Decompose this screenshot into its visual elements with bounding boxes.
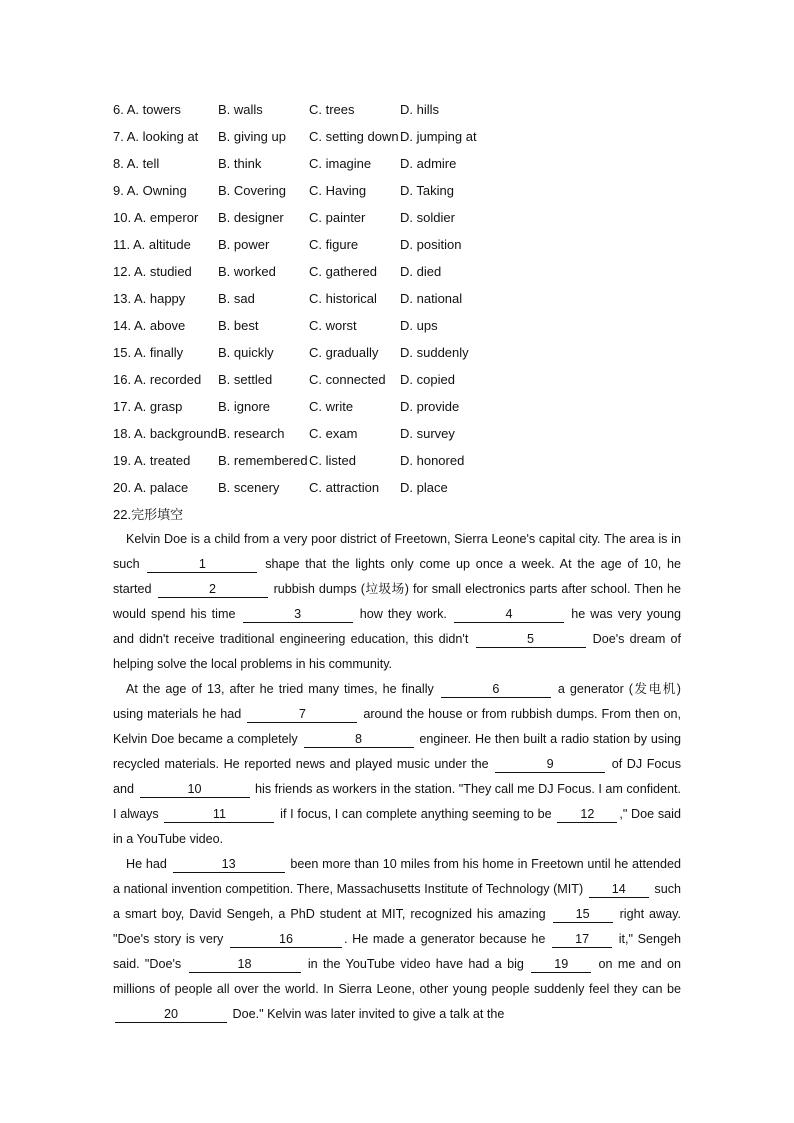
option-a: 16. A. recorded [113, 372, 202, 387]
option-c: C. figure [309, 237, 359, 252]
passage-text: ," Doe said in a YouTube video. [113, 807, 681, 846]
option-c: C. Having [309, 183, 367, 198]
option-a: 13. A. happy [113, 291, 186, 306]
option-a: 8. A. tell [113, 156, 160, 171]
option-c: C. attraction [309, 480, 380, 495]
passage-text: rubbish dumps (垃圾场) for small electronics parts after school. Then he would spend his time [113, 582, 682, 621]
blank-17[interactable]: 17 [552, 932, 612, 948]
option-b: B. giving up [218, 129, 286, 144]
blank-1[interactable]: 1 [147, 557, 257, 573]
option-b: B. quickly [218, 345, 274, 360]
option-a: 12. A. studied [113, 264, 192, 279]
passage-text: how they work. [359, 607, 447, 621]
option-b: B. Covering [218, 183, 286, 198]
option-c: C. connected [309, 372, 386, 387]
option-a: 17. A. grasp [113, 399, 183, 414]
option-d: D. jumping at [400, 129, 477, 144]
option-row-9 [113, 181, 713, 208]
passage-text: right away. "Doe's story is very [113, 907, 682, 946]
option-d: D. survey [400, 426, 455, 441]
blank-19[interactable]: 19 [531, 957, 591, 973]
option-c: C. exam [309, 426, 358, 441]
blank-11[interactable]: 11 [164, 807, 274, 823]
option-d: D. ups [400, 318, 438, 333]
passage-text: At the age of 13, after he tried many times, he finally [126, 682, 434, 696]
option-b: B. walls [218, 102, 263, 117]
blank-4[interactable]: 4 [454, 607, 564, 623]
option-d: D. national [400, 291, 463, 306]
passage-text: around the house or from rubbish dumps. From then on, Kelvin Doe became a completely [113, 707, 682, 746]
option-b: B. power [218, 237, 270, 252]
option-b: B. designer [218, 210, 284, 225]
option-b: B. worked [218, 264, 276, 279]
option-a: 9. A. Owning [113, 183, 187, 198]
blank-2[interactable]: 2 [158, 582, 268, 598]
option-row-7 [113, 127, 713, 154]
passage-text: in the YouTube video have had a big [307, 957, 524, 971]
option-a: 6. A. towers [113, 102, 181, 117]
blank-10[interactable]: 10 [140, 782, 250, 798]
blank-3[interactable]: 3 [243, 607, 353, 623]
blank-8[interactable]: 8 [304, 732, 414, 748]
blank-14[interactable]: 14 [589, 882, 649, 898]
option-b: B. think [218, 156, 262, 171]
option-b: B. research [218, 426, 285, 441]
option-row-17 [113, 397, 713, 424]
blank-9[interactable]: 9 [495, 757, 605, 773]
option-d: D. hills [400, 102, 440, 117]
cloze-passage [113, 527, 681, 1027]
option-d: D. died [400, 264, 442, 279]
option-b: B. remembered [218, 453, 308, 468]
option-row-15 [113, 343, 713, 370]
option-row-10 [113, 208, 713, 235]
passage-text: Doe's dream of helping solve the local problems in his community. [113, 632, 682, 671]
option-row-20 [113, 478, 713, 505]
option-row-12 [113, 262, 713, 289]
option-row-18 [113, 424, 713, 451]
option-c: C. worst [309, 318, 357, 333]
option-a: 7. A. looking at [113, 129, 199, 144]
option-c: C. gradually [309, 345, 379, 360]
paragraph-1 [113, 527, 681, 677]
option-row-11 [113, 235, 713, 262]
blank-18[interactable]: 18 [189, 957, 301, 973]
paragraph-2 [113, 677, 681, 852]
option-d: D. place [400, 480, 448, 495]
blank-13[interactable]: 13 [173, 857, 285, 873]
passage-text: it," Sengeh said. "Doe's [113, 932, 682, 971]
option-c: C. trees [309, 102, 355, 117]
passage-text: Doe." Kelvin was later invited to give a talk at the [232, 1007, 505, 1021]
passage-text: he was very young and didn't receive traditional engineering education, this didn't [113, 607, 682, 646]
option-d: D. suddenly [400, 345, 469, 360]
option-c: C. listed [309, 453, 356, 468]
options-list [113, 100, 713, 505]
passage-text: of DJ Focus and [113, 757, 682, 796]
blank-6[interactable]: 6 [441, 682, 551, 698]
blank-5[interactable]: 5 [476, 632, 586, 648]
option-b: B. scenery [218, 480, 280, 495]
paragraph-3 [113, 852, 681, 1027]
option-a: 20. A. palace [113, 480, 189, 495]
option-a: 19. A. treated [113, 453, 191, 468]
passage-text: been more than 10 miles from his home in Freetown until he attended a national invention competition. There, Massachusetts Institute of Technology (MIT) [113, 857, 682, 896]
option-c: C. historical [309, 291, 377, 306]
passage-text: if I focus, I can complete anything seeming to be [280, 807, 552, 821]
option-row-13 [113, 289, 713, 316]
option-d: D. honored [400, 453, 465, 468]
option-b: B. settled [218, 372, 273, 387]
option-d: D. Taking [400, 183, 454, 198]
option-a: 18. A. background [113, 426, 218, 441]
passage-text: a generator (发电机) using materials he had [113, 682, 682, 721]
option-d: D. provide [400, 399, 460, 414]
option-row-19 [113, 451, 713, 478]
option-c: C. imagine [309, 156, 372, 171]
option-a: 15. A. finally [113, 345, 184, 360]
option-row-14 [113, 316, 713, 343]
option-d: D. position [400, 237, 462, 252]
passage-text: Kelvin Doe is a child from a very poor district of Freetown, Sierra Leone's capital city. The area is in such [113, 532, 681, 571]
option-d: D. soldier [400, 210, 455, 225]
blank-12[interactable]: 12 [557, 807, 617, 823]
option-d: D. admire [400, 156, 457, 171]
blank-7[interactable]: 7 [247, 707, 357, 723]
option-c: C. write [309, 399, 354, 414]
option-b: B. sad [218, 291, 255, 306]
passage-text: engineer. He then built a radio station by using recycled materials. He reported news and played music under the [113, 732, 682, 771]
blank-20[interactable]: 20 [115, 1007, 227, 1023]
passage-text: his friends as workers in the station. "They call me DJ Focus. I am confident. I always [113, 782, 682, 821]
blank-16[interactable]: 16 [230, 932, 342, 948]
blank-15[interactable]: 15 [553, 907, 613, 923]
option-b: B. ignore [218, 399, 271, 414]
option-a: 10. A. emperor [113, 210, 199, 225]
option-b: B. best [218, 318, 259, 333]
option-c: C. setting down [309, 129, 399, 144]
option-row-6 [113, 100, 713, 127]
option-a: 14. A. above [113, 318, 186, 333]
passage-text: on me and on millions of people all over the world. In Sierra Leone, other young people suddenly feel they can be [113, 957, 682, 996]
option-c: C. gathered [309, 264, 377, 279]
option-c: C. painter [309, 210, 366, 225]
section-heading: 22.完形填空 [113, 507, 184, 522]
passage-text: such a smart boy, David Sengeh, a PhD student at MIT, recognized his amazing [113, 882, 682, 921]
option-row-16 [113, 370, 713, 397]
option-a: 11. A. altitude [113, 237, 191, 252]
passage-text: . He made a generator because he [344, 932, 546, 946]
option-d: D. copied [400, 372, 455, 387]
passage-text: He had [126, 857, 167, 871]
option-row-8 [113, 154, 713, 181]
passage-text: shape that the lights only come up once a week. At the age of 10, he started [113, 557, 682, 596]
